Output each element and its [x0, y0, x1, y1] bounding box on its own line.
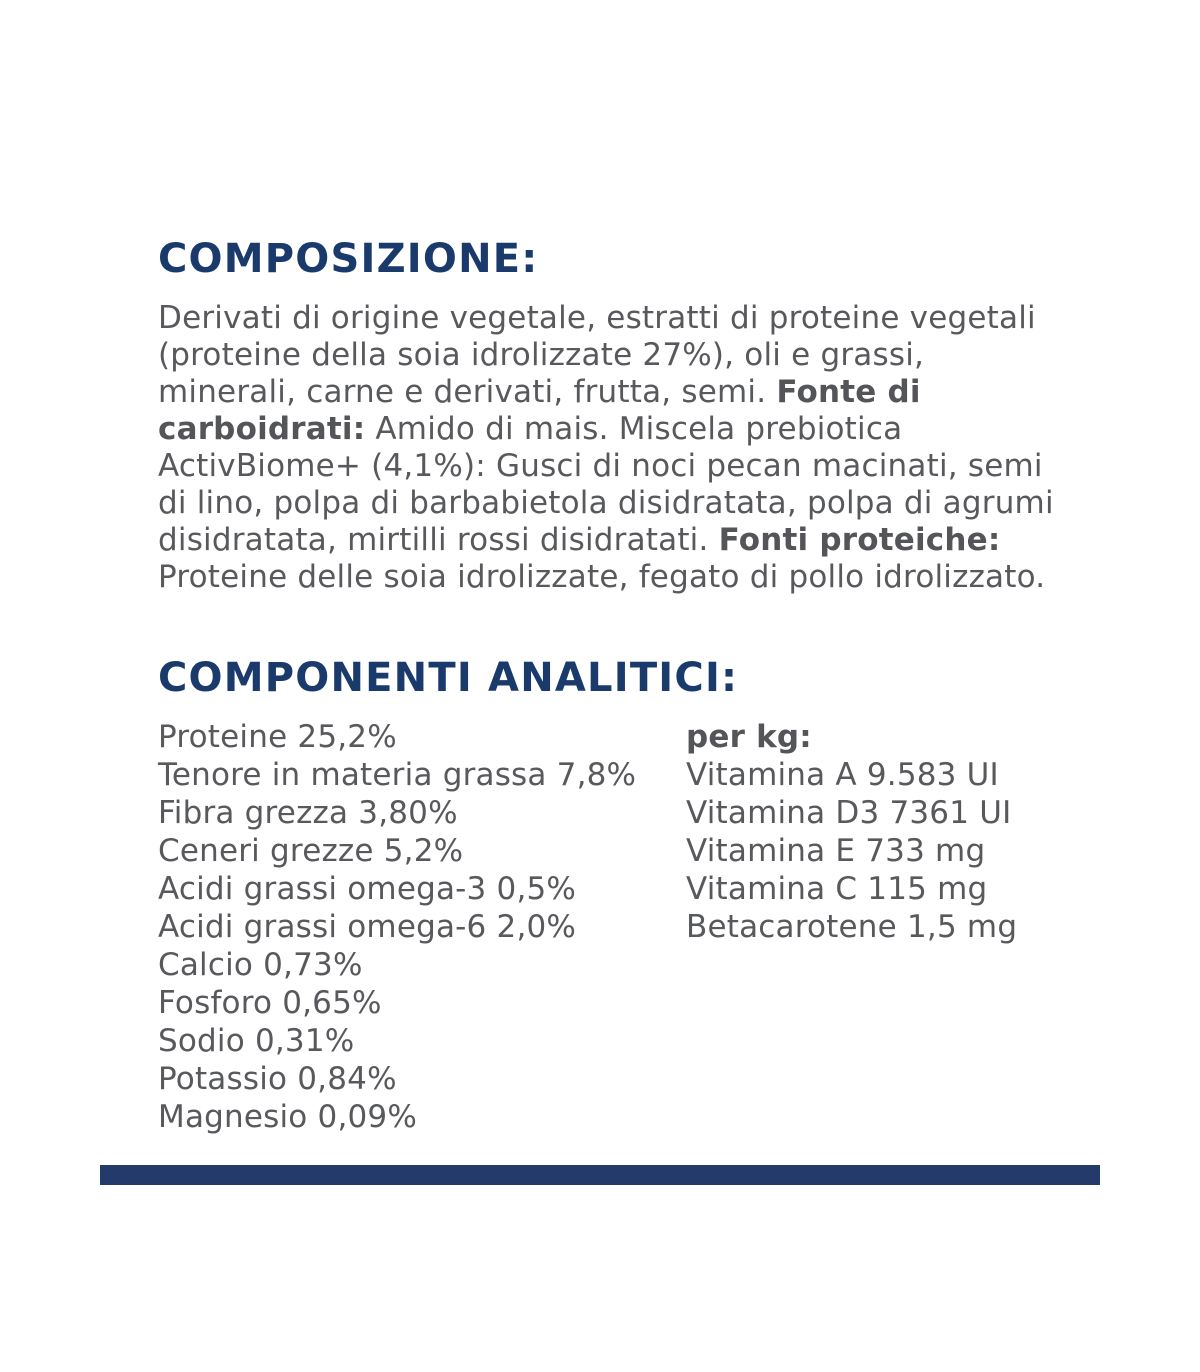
analytical-item-sodium: Sodio 0,31% [158, 1023, 355, 1059]
analytical-components-columns [158, 718, 1108, 1136]
analytical-item-crude-fibre: Fibra grezza 3,80% [158, 795, 458, 831]
per-kg-item-betacarotene: Betacarotene 1,5 mg [686, 909, 1018, 945]
carbohydrate-source-label: Fonte di carboidrati: [158, 374, 921, 447]
analytical-item-phosphorus: Fosforo 0,65% [158, 985, 382, 1021]
analytical-item-calcium: Calcio 0,73% [158, 947, 363, 983]
per-kg-item-vitamin-a: Vitamina A 9.583 UI [686, 757, 999, 793]
analytical-item-protein: Proteine 25,2% [158, 719, 397, 755]
analytical-item-omega-6: Acidi grassi omega-6 2,0% [158, 909, 577, 945]
composition-heading: COMPOSIZIONE: [158, 236, 539, 282]
per-kg-list [686, 718, 1106, 1136]
divider-bar [100, 1165, 1100, 1185]
analytical-item-potassium: Potassio 0,84% [158, 1061, 397, 1097]
composition-paragraph [158, 300, 1063, 596]
analytical-item-crude-ash: Ceneri grezze 5,2% [158, 833, 464, 869]
per-kg-header: per kg: [686, 719, 812, 755]
per-kg-item-vitamin-d3: Vitamina D3 7361 UI [686, 795, 1012, 831]
analytical-values-list [158, 718, 686, 1136]
per-kg-item-vitamin-e: Vitamina E 733 mg [686, 833, 986, 869]
per-kg-item-vitamin-c: Vitamina C 115 mg [686, 871, 988, 907]
protein-sources-label: Fonti proteiche: [718, 522, 1001, 558]
analytical-item-omega-3: Acidi grassi omega-3 0,5% [158, 871, 577, 907]
analytical-components-heading: COMPONENTI ANALITICI: [158, 655, 739, 701]
composition-text-segment: Amido di mais. Miscela prebiotica ActivBiome+ (4,1%): Gusci di noci pecan macinati, semi di lino, polpa di barbabietola disidratata, polpa di agrumi disidratata, mirtilli rossi disidratati. [158, 411, 1054, 558]
analytical-item-fat: Tenore in materia grassa 7,8% [158, 757, 637, 793]
composition-text-segment: Proteine delle soia idrolizzate, fegato di pollo idrolizzato. [158, 559, 1046, 595]
composition-text-segment: Derivati di origine vegetale, estratti di proteine vegetali (proteine della soia idrolizzate 27%), oli e grassi, minerali, carne e derivati, frutta, semi. [158, 300, 1036, 410]
analytical-item-magnesium: Magnesio 0,09% [158, 1099, 418, 1135]
